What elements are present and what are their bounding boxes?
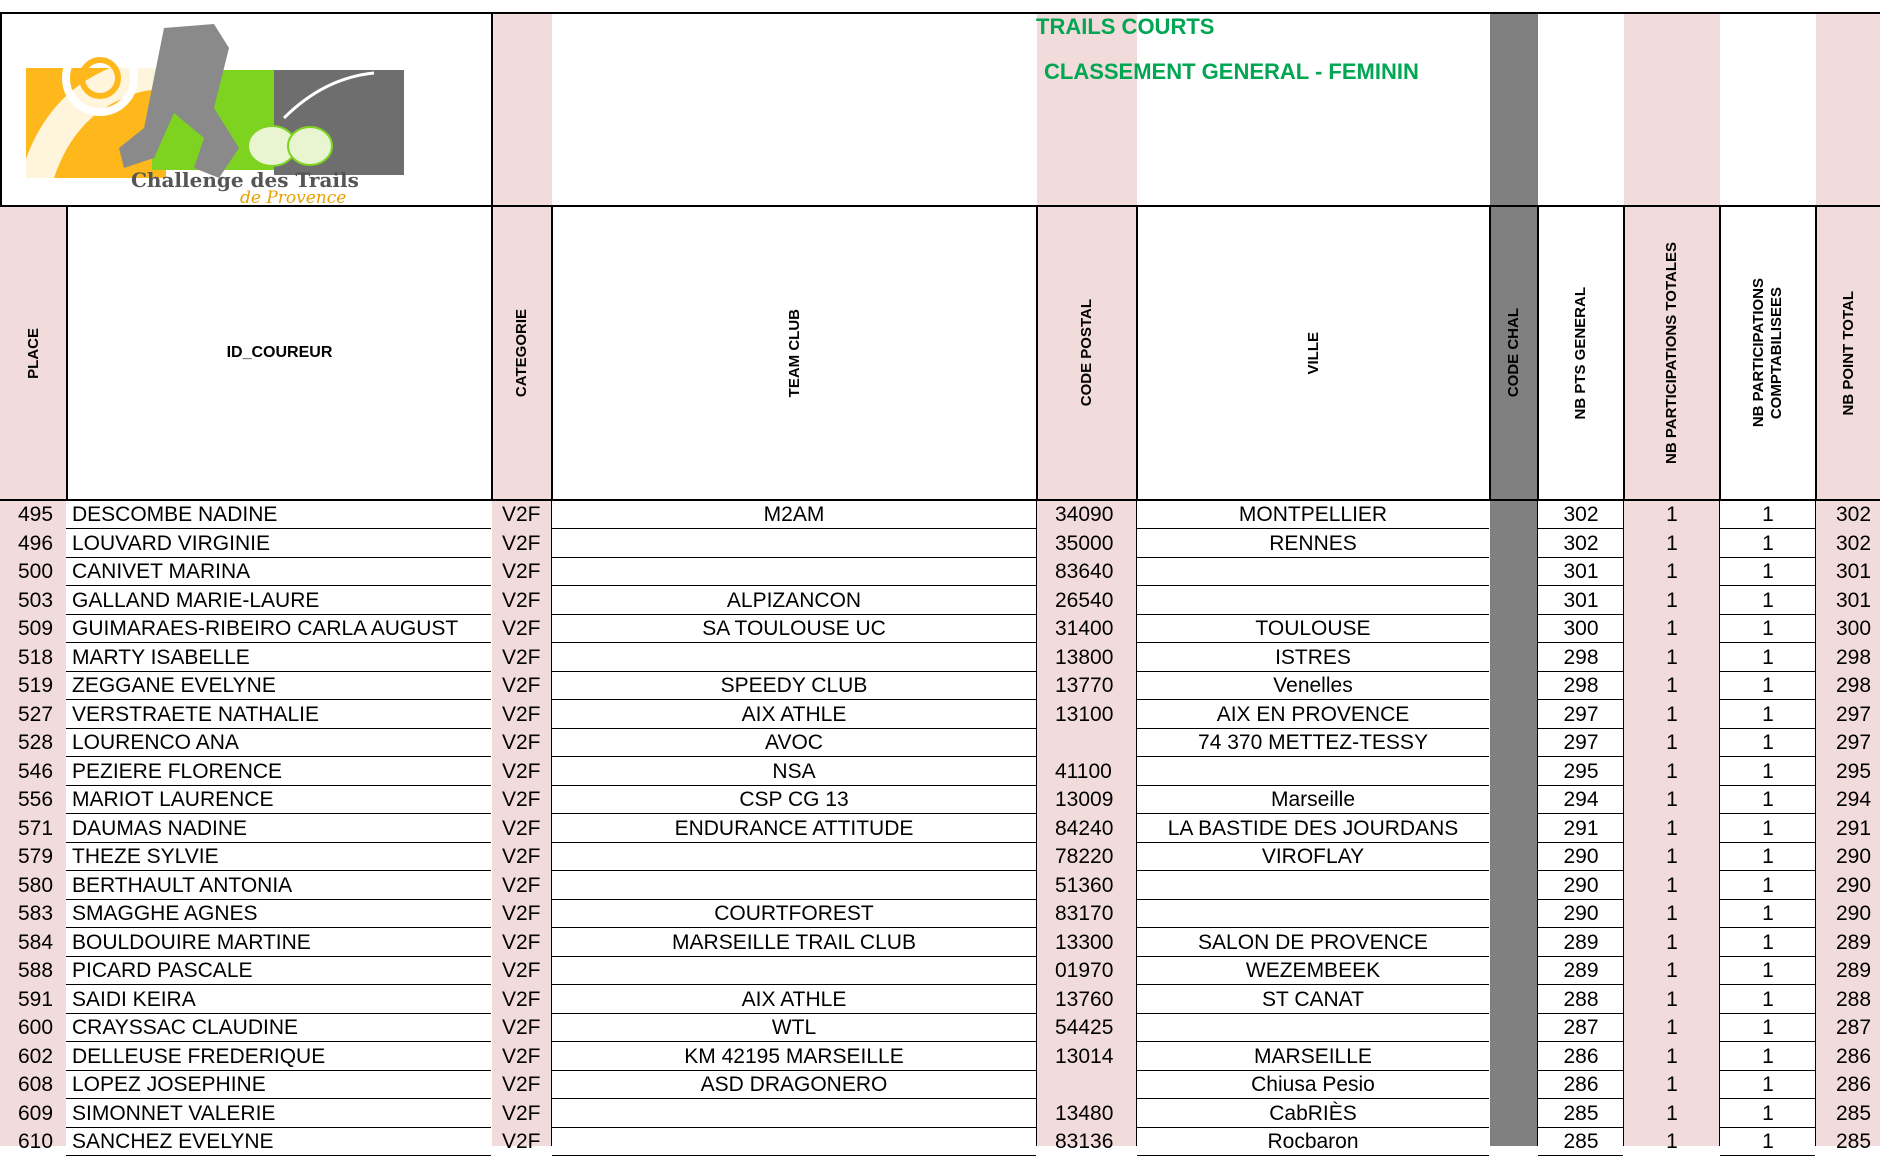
cell-ville: WEZEMBEEK: [1245, 959, 1381, 982]
cell-ville: LA BASTIDE DES JOURDANS: [1167, 816, 1459, 840]
cell-place: 495: [18, 503, 54, 526]
cell-cat: V2F: [502, 560, 541, 583]
cell-total: 302: [1836, 531, 1872, 555]
cell-cat: V2F: [502, 731, 541, 754]
top-border: [0, 12, 1880, 14]
cell-comp: 1: [1762, 845, 1774, 868]
table-row: [0, 786, 1880, 814]
cell-club: COURTFOREST: [714, 902, 874, 925]
cell-tot: 1: [1666, 987, 1678, 1011]
cell-place: 528: [18, 731, 54, 754]
cell-club: [553, 644, 1035, 672]
header-ville-label: VILLE: [1304, 331, 1322, 375]
table-row: [0, 501, 1880, 529]
cell-place: 583: [18, 902, 54, 925]
cell-comp: 1: [1762, 645, 1774, 669]
cell-name: LOUVARD VIRGINIE: [72, 531, 270, 555]
cell-total: 298: [1836, 645, 1872, 669]
cell-cp: 13760: [1055, 987, 1114, 1011]
table-row: [0, 729, 1880, 757]
cell-cp: 34090: [1055, 503, 1114, 526]
cell-ville: SALON DE PROVENCE: [1198, 930, 1428, 954]
cell-name: DAUMAS NADINE: [72, 816, 248, 840]
table-row: [0, 701, 1880, 729]
report-subtitle: CLASSEMENT GENERAL - FEMININ: [1044, 59, 1419, 84]
cell-cp: 13800: [1055, 645, 1114, 669]
cell-comp: 1: [1762, 503, 1774, 526]
cell-comp: 1: [1762, 873, 1774, 897]
cell-club: AIX ATHLE: [741, 987, 847, 1011]
cell-club: M2AM: [763, 503, 825, 526]
cell-place: 602: [18, 1044, 54, 1068]
cell-comp: 1: [1762, 1016, 1774, 1039]
cell-ville: [1138, 558, 1488, 586]
cell-name: SMAGGHE AGNES: [72, 902, 258, 925]
cell-club: ENDURANCE ATTITUDE: [674, 816, 914, 840]
cell-total: 286: [1836, 1044, 1872, 1068]
cell-cat: V2F: [502, 959, 541, 982]
cell-club: [553, 1128, 1035, 1156]
cell-place: 610: [18, 1130, 54, 1153]
cell-name: MARTY ISABELLE: [72, 645, 250, 669]
cell-cat: V2F: [502, 1101, 541, 1125]
header-nb-point-total-label: NB POINT TOTAL: [1839, 290, 1857, 416]
cell-cat: V2F: [502, 617, 541, 640]
cell-place: 571: [18, 816, 54, 840]
header-nb-pts-general-label: NB PTS GENERAL: [1572, 286, 1589, 420]
cell-pts: 285: [1563, 1101, 1599, 1125]
cell-cp: [1055, 729, 1135, 757]
table-row: [0, 900, 1880, 928]
cell-club: KM 42195 MARSEILLE: [684, 1044, 904, 1068]
table-row: [0, 1100, 1880, 1128]
cell-tot: 1: [1666, 1016, 1678, 1039]
table-row: [0, 530, 1880, 558]
cell-ville: Chiusa Pesio: [1251, 1073, 1375, 1096]
header-team-club: [553, 206, 1036, 500]
cell-cat: V2F: [502, 816, 541, 840]
cell-place: 600: [18, 1016, 54, 1039]
cell-tot: 1: [1666, 873, 1678, 897]
cell-ville: ISTRES: [1275, 645, 1351, 669]
cell-total: 285: [1836, 1130, 1872, 1153]
cell-club: [553, 957, 1035, 985]
cell-club: ASD DRAGONERO: [700, 1073, 888, 1096]
cell-ville: RENNES: [1269, 531, 1357, 555]
cell-ville: [1138, 587, 1488, 615]
cell-club: WTL: [771, 1016, 817, 1039]
cell-total: 301: [1836, 588, 1872, 612]
table-row: [0, 672, 1880, 700]
table-row: [0, 957, 1880, 985]
cell-tot: 1: [1666, 788, 1678, 811]
cell-comp: 1: [1762, 759, 1774, 783]
cell-name: DELLEUSE FREDERIQUE: [72, 1044, 326, 1068]
cell-pts: 298: [1563, 674, 1599, 697]
cell-name: VERSTRAETE NATHALIE: [72, 702, 319, 726]
cell-place: 591: [18, 987, 54, 1011]
cell-name: SANCHEZ EVELYNE: [72, 1130, 274, 1153]
table-row: [0, 872, 1880, 900]
cell-cp: 31400: [1055, 617, 1114, 640]
cell-total: 298: [1836, 674, 1872, 697]
cell-ville: TOULOUSE: [1255, 617, 1371, 640]
header-code-postal-label: CODE POSTAL: [1078, 299, 1095, 407]
cell-comp: 1: [1762, 702, 1774, 726]
cell-name: CANIVET MARINA: [72, 560, 251, 583]
cell-pts: 288: [1563, 987, 1599, 1011]
cell-cp: 84240: [1055, 816, 1114, 840]
cell-pts: 297: [1563, 702, 1599, 726]
cell-comp: 1: [1762, 788, 1774, 811]
header-nb-participations-totales-label: NB PARTICIPATIONS TOTALES: [1663, 242, 1680, 464]
cell-cat: V2F: [502, 987, 541, 1011]
cell-tot: 1: [1666, 588, 1678, 612]
cell-cp: 13009: [1055, 788, 1114, 811]
header-nb-pts-general: [1539, 206, 1623, 500]
header-team-club-label: TEAM CLUB: [785, 308, 803, 398]
cell-cp: 41100: [1055, 759, 1112, 783]
cell-name: GALLAND MARIE-LAURE: [72, 588, 320, 612]
cell-pts: 294: [1563, 788, 1599, 811]
cell-name: ZEGGANE EVELYNE: [72, 674, 276, 697]
cell-cp: [1055, 1071, 1135, 1099]
cell-place: 500: [18, 560, 54, 583]
cell-cat: V2F: [502, 588, 541, 612]
cell-tot: 1: [1666, 845, 1678, 868]
cell-comp: 1: [1762, 531, 1774, 555]
cell-pts: 286: [1563, 1073, 1599, 1096]
cell-cat: V2F: [502, 759, 541, 783]
cell-tot: 1: [1666, 1073, 1678, 1096]
cell-place: 580: [18, 873, 54, 897]
cell-cp: 78220: [1055, 845, 1114, 868]
cell-cp: 54425: [1055, 1016, 1114, 1039]
cell-total: 290: [1836, 845, 1872, 868]
cell-cat: V2F: [502, 503, 541, 526]
cell-tot: 1: [1666, 560, 1678, 583]
cell-cp: 83170: [1055, 902, 1114, 925]
cell-cp: 13300: [1055, 930, 1114, 954]
cell-name: DESCOMBE NADINE: [72, 503, 278, 526]
cell-cp: 13014: [1055, 1044, 1114, 1068]
cell-pts: 285: [1563, 1130, 1599, 1153]
cell-name: PEZIERE FLORENCE: [72, 759, 283, 783]
table-row: [0, 843, 1880, 871]
cell-club: SA TOULOUSE UC: [702, 617, 886, 640]
header-place: [2, 206, 66, 500]
table-row: [0, 1128, 1880, 1156]
cell-cp: 13480: [1055, 1101, 1114, 1125]
cell-cat: V2F: [502, 845, 541, 868]
table-row: [0, 558, 1880, 586]
cell-tot: 1: [1666, 531, 1678, 555]
table-row: [0, 644, 1880, 672]
cell-total: 297: [1836, 731, 1872, 754]
cell-pts: 290: [1563, 873, 1599, 897]
header-categorie: [493, 206, 551, 500]
cell-place: 519: [18, 674, 54, 697]
cell-cp: 83640: [1055, 560, 1114, 583]
cell-club: [553, 530, 1035, 558]
cell-name: CRAYSSAC CLAUDINE: [72, 1016, 298, 1039]
cell-ville: [1138, 900, 1488, 928]
cell-comp: 1: [1762, 674, 1774, 697]
cell-club: [553, 1100, 1035, 1128]
cell-pts: 302: [1563, 531, 1599, 555]
cell-ville: 74 370 METTEZ-TESSY: [1198, 731, 1428, 754]
cell-tot: 1: [1666, 702, 1678, 726]
cell-comp: 1: [1762, 902, 1774, 925]
cell-ville: Venelles: [1273, 674, 1353, 697]
cell-place: 496: [18, 531, 54, 555]
cell-total: 297: [1836, 702, 1872, 726]
cell-comp: 1: [1762, 930, 1774, 954]
cell-club: AVOC: [765, 731, 823, 754]
table-row: [0, 587, 1880, 615]
cell-pts: 301: [1563, 560, 1599, 583]
cell-total: 289: [1836, 930, 1872, 954]
header-code-chal-label: CODE CHAL: [1505, 308, 1522, 398]
cell-tot: 1: [1666, 759, 1678, 783]
cell-total: 289: [1836, 959, 1872, 982]
cell-pts: 287: [1563, 1016, 1599, 1039]
cell-pts: 300: [1563, 617, 1599, 640]
cell-pts: 289: [1563, 930, 1599, 954]
cell-club: AIX ATHLE: [741, 702, 847, 726]
cell-tot: 1: [1666, 902, 1678, 925]
cell-cat: V2F: [502, 531, 541, 555]
cell-tot: 1: [1666, 674, 1678, 697]
table-row: [0, 615, 1880, 643]
cell-club: [553, 843, 1035, 871]
cell-comp: 1: [1762, 1044, 1774, 1068]
cell-club: [553, 558, 1035, 586]
cell-place: 527: [18, 702, 54, 726]
cell-place: 609: [18, 1101, 54, 1125]
cell-ville: CabRIÈS: [1269, 1101, 1357, 1125]
cell-cat: V2F: [502, 674, 541, 697]
cell-place: 579: [18, 845, 54, 868]
header-code-postal: [1038, 206, 1136, 500]
cell-tot: 1: [1666, 1101, 1678, 1125]
cell-cat: V2F: [502, 788, 541, 811]
cell-cat: V2F: [502, 1044, 541, 1068]
cell-comp: 1: [1762, 560, 1774, 583]
table-row: [0, 929, 1880, 957]
challenge-logo: [14, 18, 414, 208]
table-row: [0, 815, 1880, 843]
cell-pts: 290: [1563, 902, 1599, 925]
cell-ville: Marseille: [1270, 788, 1356, 811]
cell-ville: MONTPELLIER: [1238, 503, 1388, 526]
cell-total: 286: [1836, 1073, 1872, 1096]
cell-tot: 1: [1666, 1130, 1678, 1153]
cell-name: BOULDOUIRE MARTINE: [72, 930, 311, 954]
cell-pts: 289: [1563, 959, 1599, 982]
cell-total: 285: [1836, 1101, 1872, 1125]
cell-place: 556: [18, 788, 54, 811]
cell-total: 300: [1836, 617, 1872, 640]
cell-tot: 1: [1666, 645, 1678, 669]
cell-club: NSA: [772, 759, 816, 783]
cell-pts: 297: [1563, 731, 1599, 754]
cell-name: GUIMARAES-RIBEIRO CARLA AUGUST: [72, 617, 459, 640]
cell-pts: 286: [1563, 1044, 1599, 1068]
cell-ville: VIROFLAY: [1261, 845, 1365, 868]
cell-name: LOPEZ JOSEPHINE: [72, 1073, 266, 1096]
cell-place: 584: [18, 930, 54, 954]
cell-comp: 1: [1762, 1101, 1774, 1125]
cell-club: ALPIZANCON: [726, 588, 862, 612]
cell-comp: 1: [1762, 816, 1774, 840]
cell-pts: 302: [1563, 503, 1599, 526]
cell-cat: V2F: [502, 1130, 541, 1153]
cell-cat: V2F: [502, 873, 541, 897]
logo-text-sub: de Provence: [240, 188, 347, 208]
cell-cp: 13770: [1055, 674, 1114, 697]
cell-pts: 291: [1563, 816, 1599, 840]
cell-cp: 51360: [1055, 873, 1114, 897]
cell-total: 294: [1836, 788, 1872, 811]
cell-total: 290: [1836, 902, 1872, 925]
header-id-coureur-label: ID_COUREUR: [226, 344, 333, 361]
cell-pts: 290: [1563, 845, 1599, 868]
cell-tot: 1: [1666, 503, 1678, 526]
cell-name: SIMONNET VALERIE: [72, 1101, 276, 1125]
cell-name: SAIDI KEIRA: [72, 987, 196, 1011]
cell-club: [553, 872, 1035, 900]
cell-tot: 1: [1666, 816, 1678, 840]
cell-total: 288: [1836, 987, 1872, 1011]
cell-place: 546: [18, 759, 54, 783]
cell-ville: AIX EN PROVENCE: [1216, 702, 1410, 726]
table-row: [0, 986, 1880, 1014]
cell-place: 588: [18, 959, 54, 982]
cell-cp: 01970: [1055, 959, 1114, 982]
header-categorie-label: CATEGORIE: [513, 308, 530, 398]
table-row: [0, 758, 1880, 786]
cell-cp: 83136: [1055, 1130, 1114, 1153]
cell-name: LOURENCO ANA: [72, 731, 239, 754]
cell-total: 302: [1836, 503, 1872, 526]
cell-tot: 1: [1666, 959, 1678, 982]
cell-name: BERTHAULT ANTONIA: [72, 873, 293, 897]
cell-ville: ST CANAT: [1262, 987, 1364, 1011]
cell-ville: [1138, 758, 1488, 786]
cell-name: THEZE SYLVIE: [72, 845, 219, 868]
cell-ville: [1138, 872, 1488, 900]
header-code-chal: [1491, 206, 1537, 500]
cell-tot: 1: [1666, 930, 1678, 954]
cell-place: 503: [18, 588, 54, 612]
table-row: [0, 1071, 1880, 1099]
cell-pts: 301: [1563, 588, 1599, 612]
cell-cat: V2F: [502, 645, 541, 669]
cell-comp: 1: [1762, 1130, 1774, 1153]
cell-comp: 1: [1762, 617, 1774, 640]
header-ville: [1138, 206, 1489, 500]
cell-tot: 1: [1666, 731, 1678, 754]
header-nb-participations-comptabilisees-label: NB PARTICIPATIONS COMPTABILISEES: [1750, 278, 1785, 428]
cell-place: 518: [18, 645, 54, 669]
cell-comp: 1: [1762, 588, 1774, 612]
table-row: [0, 1014, 1880, 1042]
header-place-label: PLACE: [25, 327, 42, 379]
cell-ville: Rocbaron: [1267, 1130, 1359, 1153]
cell-cp: 35000: [1055, 531, 1114, 555]
cell-comp: 1: [1762, 731, 1774, 754]
logo-text-main: Challenge des Trails: [131, 168, 359, 192]
header-nb-point-total: [1817, 206, 1880, 500]
cell-cat: V2F: [502, 930, 541, 954]
cell-place: 608: [18, 1073, 54, 1096]
cell-cat: V2F: [502, 1016, 541, 1039]
cell-pts: 298: [1563, 645, 1599, 669]
cell-name: MARIOT LAURENCE: [72, 788, 274, 811]
cell-total: 290: [1836, 873, 1872, 897]
cell-comp: 1: [1762, 959, 1774, 982]
cell-tot: 1: [1666, 617, 1678, 640]
left-border: [0, 12, 2, 206]
cell-tot: 1: [1666, 1044, 1678, 1068]
cell-comp: 1: [1762, 1073, 1774, 1096]
cell-cp: 26540: [1055, 588, 1114, 612]
cell-total: 295: [1836, 759, 1872, 783]
cell-ville: [1138, 1014, 1488, 1042]
table-row: [0, 1043, 1880, 1071]
cell-club: MARSEILLE TRAIL CLUB: [672, 930, 916, 954]
header-nb-participations-comptabilisees: [1721, 206, 1815, 500]
cell-ville: MARSEILLE: [1254, 1044, 1372, 1068]
cell-cat: V2F: [502, 902, 541, 925]
cell-comp: 1: [1762, 987, 1774, 1011]
cell-club: CSP CG 13: [739, 788, 849, 811]
cell-name: PICARD PASCALE: [72, 959, 253, 982]
cell-pts: 295: [1563, 759, 1599, 783]
cell-total: 301: [1836, 560, 1872, 583]
cell-club: SPEEDY CLUB: [720, 674, 868, 697]
cell-cat: V2F: [502, 1073, 541, 1096]
report-title: TRAILS COURTS: [1036, 14, 1215, 39]
cell-place: 509: [18, 617, 54, 640]
cell-total: 287: [1836, 1016, 1872, 1039]
cell-cp: 13100: [1055, 702, 1114, 726]
cell-cat: V2F: [502, 702, 541, 726]
header-id-coureur: [68, 206, 491, 500]
logo-right-border: [491, 12, 493, 206]
header-nb-participations-totales: [1625, 206, 1719, 500]
cell-total: 291: [1836, 816, 1872, 840]
